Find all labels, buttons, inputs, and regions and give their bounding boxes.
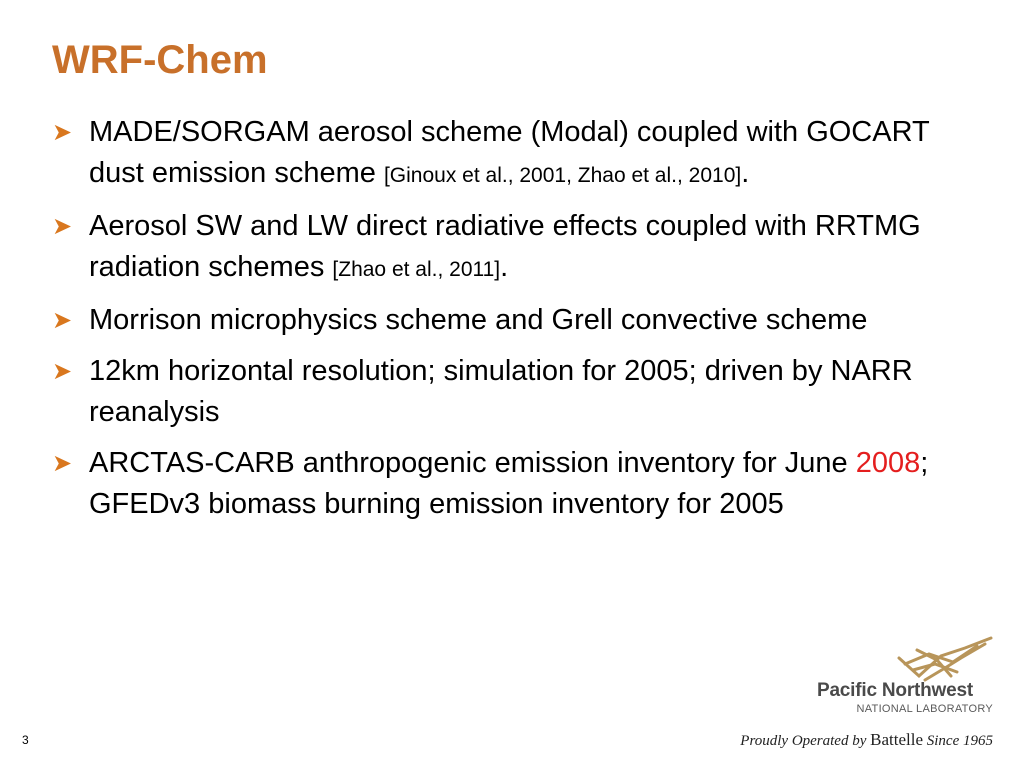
bullet-end: .	[500, 251, 509, 283]
bullet-item	[50, 206, 965, 290]
bullet-arrow-icon: ➤	[52, 119, 73, 146]
bullet-text: MADE/SORGAM aerosol scheme (Modal) coupled with GOCART dust emission scheme	[89, 116, 930, 189]
tagline-brand: Battelle	[870, 730, 924, 749]
bullet-list	[50, 112, 965, 535]
bullet-item	[50, 351, 965, 433]
tagline-prefix: Proudly Operated by	[740, 733, 867, 749]
org-subtitle: NATIONAL LABORATORY	[856, 703, 993, 715]
slide-title: WRF-Chem	[52, 38, 268, 82]
bullet-text-after: ; GFEDv3 biomass burning emission inventory for 2005	[89, 447, 929, 520]
footer-tagline	[740, 731, 993, 750]
bullet-arrow-icon: ➤	[52, 307, 73, 334]
highlight-year: 2008	[855, 447, 921, 479]
bullet-arrow-icon: ➤	[52, 213, 73, 240]
bullet-item	[50, 112, 965, 196]
bullet-item	[50, 443, 965, 525]
bullet-end: .	[741, 157, 750, 189]
pnnl-logo-icon	[895, 636, 995, 684]
page-number: 3	[22, 733, 29, 747]
bullet-arrow-icon: ➤	[52, 450, 73, 477]
tagline-suffix: Since 1965	[926, 733, 993, 749]
org-name: Pacific Northwest	[816, 680, 973, 701]
bullet-citation: [Zhao et al., 2011]	[332, 258, 501, 281]
bullet-arrow-icon: ➤	[52, 358, 73, 385]
bullet-text: 12km horizontal resolution; simulation for 2005; driven by NARR reanalysis	[89, 355, 913, 428]
bullet-text: ARCTAS-CARB anthropogenic emission inventory for June	[89, 447, 856, 479]
bullet-text: Aerosol SW and LW direct radiative effects coupled with RRTMG radiation schemes	[89, 210, 921, 283]
bullet-item	[50, 300, 965, 341]
bullet-text: Morrison microphysics scheme and Grell convective scheme	[89, 304, 868, 336]
bullet-citation: [Ginoux et al., 2001, Zhao et al., 2010]	[383, 164, 742, 187]
